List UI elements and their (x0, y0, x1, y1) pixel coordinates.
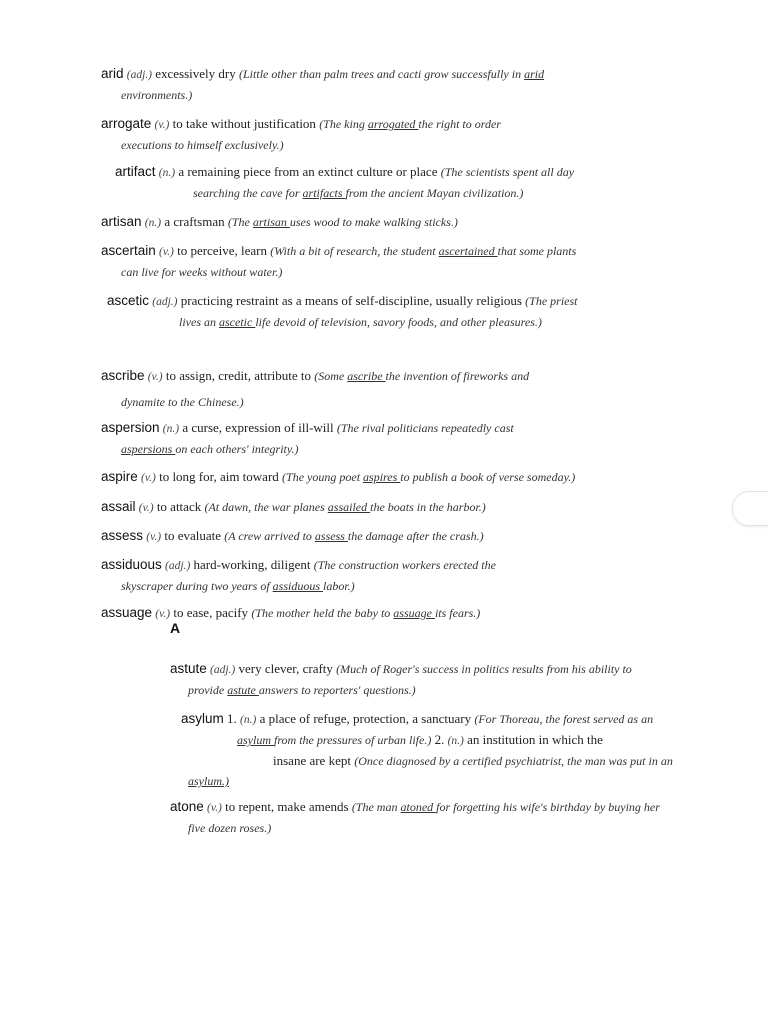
entry-example (270, 244, 576, 258)
example-text: life devoid of television, savory foods, and other pleasures.) (255, 315, 542, 329)
entry-example (204, 500, 485, 514)
entry-example-cont: five dozen roses.) (188, 821, 272, 835)
example-keyword: assuage (393, 606, 435, 620)
entry-definition: a curse, expression of ill-will (182, 420, 334, 435)
example-text: (At dawn, the war planes (204, 500, 328, 514)
example-text: (Little other than palm trees and cacti grow successfully in (239, 67, 525, 81)
entry-astute (170, 659, 632, 700)
entry-part-of-speech: (v.) (159, 246, 174, 258)
example-keyword: artifacts (302, 186, 346, 200)
entry-definition: a place of refuge, protection, a sanctuary (259, 711, 472, 726)
example-keyword: ascribe (347, 369, 386, 383)
example-text: (Some (314, 369, 348, 383)
entry-example-cont: dynamite to the Chinese.) (121, 395, 244, 409)
entry-part-of-speech: (v.) (146, 531, 162, 543)
entry-term: assiduous (101, 557, 162, 572)
entry-atone (170, 797, 660, 838)
example-keyword: aspires (363, 470, 401, 484)
example-text: for forgetting his wife's birthday by buying her (436, 800, 660, 814)
entry-example (224, 529, 483, 543)
example-text: that some plants (497, 244, 577, 258)
entry-definition: very clever, crafty (238, 661, 333, 676)
entry-assuage (101, 603, 480, 624)
entry-arrogate (101, 114, 501, 155)
example-keyword: arrogated (367, 117, 419, 131)
entry-definition: practicing restraint as a means of self-discipline, usually religious (180, 293, 522, 308)
entry-part-of-speech: (v.) (155, 608, 171, 620)
entry-definition: to perceive, learn (177, 243, 267, 258)
entry-example-cont (181, 771, 673, 791)
entry-ascertain (101, 241, 576, 282)
example-keyword: aspersions (121, 442, 176, 456)
entry-example: (The scientists spent all day (440, 165, 575, 179)
entry-example-cont: environments.) (121, 88, 193, 102)
entry-example (352, 800, 660, 814)
example-text: (With a bit of research, the student (270, 244, 439, 258)
entry-assail (101, 497, 486, 518)
entry-part-of-speech: (adj.) (152, 296, 178, 308)
example-text: provide (188, 683, 228, 697)
example-text: the right to order (418, 117, 501, 131)
example-keyword: asylum.) (188, 774, 229, 788)
entry-definition: a remaining piece from an extinct culture or place (178, 164, 438, 179)
entry-part-of-speech: (v.) (154, 119, 170, 131)
entry-example (319, 117, 501, 131)
example-keyword: atoned (400, 800, 437, 814)
entry-term: asylum (181, 711, 224, 726)
sense-number: 2. (434, 732, 445, 747)
entry-definition: to evaluate (164, 528, 221, 543)
entry-term: aspire (101, 469, 138, 484)
entry-example (282, 470, 575, 484)
entry-ascetic (107, 291, 578, 332)
entry-part-of-speech: (n.) (240, 714, 257, 726)
entry-example: (Much of Roger's success in politics results from his ability to (336, 662, 632, 676)
entry-assess (101, 526, 484, 547)
entry-example-cont (101, 439, 514, 459)
entry-term: ascribe (101, 368, 145, 383)
example-text: on each others' integrity.) (175, 442, 299, 456)
entry-term: assuage (101, 605, 153, 620)
example-text: (The (227, 215, 253, 229)
entry-example-cont (115, 183, 574, 203)
entry-example-cont: executions to himself exclusively.) (121, 138, 284, 152)
entry-definition: to take without justification (172, 116, 316, 131)
entry-part-of-speech: (v.) (141, 472, 156, 484)
example-keyword: artisan (252, 215, 290, 229)
entry-part-of-speech: (n.) (447, 735, 464, 747)
entry-term: ascetic (107, 293, 150, 308)
entry-part-of-speech: (n.) (144, 217, 162, 229)
entry-artisan (101, 212, 458, 233)
entry-example: (The rival politicians repeatedly cast (336, 421, 514, 435)
example-text: lives an (179, 315, 219, 329)
entry-artifact (115, 162, 574, 203)
example-keyword: asylum (237, 733, 274, 747)
example-keyword: assess (314, 529, 348, 543)
example-text: to publish a book of verse someday.) (400, 470, 576, 484)
entry-term: astute (170, 661, 207, 676)
entry-example: (The priest (525, 294, 578, 308)
entry-definition: excessively dry (155, 66, 236, 81)
entry-example (237, 733, 431, 747)
entry-term: arrogate (101, 116, 152, 131)
example-keyword: assailed (327, 500, 371, 514)
entry-example (314, 369, 529, 383)
example-text: from the ancient Mayan civilization.) (345, 186, 524, 200)
example-keyword: arid (524, 67, 545, 81)
entry-assiduous (101, 555, 496, 596)
sense-number: 1. (227, 711, 237, 726)
entry-example-cont (107, 312, 578, 332)
section-letter: A (170, 620, 181, 636)
example-text: its fears.) (434, 606, 481, 620)
entry-example (228, 215, 458, 229)
entry-definition: insane are kept (273, 753, 351, 768)
example-text: (A crew arrived to (224, 529, 315, 543)
entry-example: (Once diagnosed by a certified psychiatrist, the man was put in an (354, 754, 673, 768)
entry-term: atone (170, 799, 204, 814)
example-keyword: astute (227, 683, 259, 697)
entry-part-of-speech: (adj.) (165, 560, 191, 572)
entry-term: assess (101, 528, 144, 543)
entry-ascribe (101, 363, 529, 415)
entry-term: artisan (101, 214, 142, 229)
entry-term: arid (101, 66, 124, 81)
entry-part-of-speech: (v.) (138, 502, 154, 514)
example-text: answers to reporters' questions.) (258, 683, 416, 697)
example-text: uses wood to make walking sticks.) (289, 215, 458, 229)
entry-aspire (101, 467, 575, 488)
entry-example: (For Thoreau, the forest served as an (474, 712, 654, 726)
entry-arid (101, 64, 544, 105)
entry-definition: to attack (156, 499, 202, 514)
example-text: from the pressures of urban life.) (274, 733, 432, 747)
entry-asylum (181, 709, 673, 791)
entry-term: artifact (115, 164, 156, 179)
entry-part-of-speech: (adj.) (126, 69, 152, 81)
example-text: (The king (319, 117, 368, 131)
entry-definition: hard-working, diligent (193, 557, 311, 572)
example-keyword: assiduous (272, 579, 323, 593)
entry-example-cont (181, 730, 673, 751)
example-text: skyscraper during two years of (121, 579, 273, 593)
entry-part-of-speech: (v.) (147, 371, 163, 383)
entry-definition: an institution in which the (467, 732, 603, 747)
entry-definition: to repent, make amends (225, 799, 349, 814)
entry-aspersion (101, 418, 514, 459)
entry-example: (The construction workers erected the (313, 558, 496, 572)
entry-definition: to ease, pacify (173, 605, 249, 620)
entry-term: aspersion (101, 420, 160, 435)
example-keyword: ascertained (438, 244, 498, 258)
example-text: the boats in the harbor.) (370, 500, 486, 514)
example-text: (The mother held the baby to (251, 606, 394, 620)
entry-definition: to long for, aim toward (159, 469, 279, 484)
example-text: searching the cave for (193, 186, 303, 200)
entry-part-of-speech: (v.) (207, 802, 222, 814)
entry-definition-cont (181, 751, 673, 771)
example-text: the damage after the crash.) (347, 529, 484, 543)
entry-example-cont (170, 680, 632, 700)
entry-definition: a craftsman (164, 214, 225, 229)
entry-part-of-speech: (adj.) (210, 664, 236, 676)
example-text: the invention of fireworks and (385, 369, 530, 383)
entry-part-of-speech: (n.) (162, 423, 180, 435)
side-scroll-handle[interactable] (732, 491, 768, 526)
example-text: (The man (351, 800, 401, 814)
entry-example-cont (101, 576, 496, 596)
entry-term: assail (101, 499, 136, 514)
entry-definition: to assign, credit, attribute to (165, 368, 311, 383)
example-text: labor.) (323, 579, 355, 593)
entry-term: ascertain (101, 243, 156, 258)
example-keyword: ascetic (219, 315, 256, 329)
entry-example (239, 67, 544, 81)
entry-part-of-speech: (n.) (158, 167, 176, 179)
entry-example (251, 606, 480, 620)
example-text: (The young poet (282, 470, 364, 484)
entry-example-cont: can live for weeks without water.) (121, 265, 283, 279)
